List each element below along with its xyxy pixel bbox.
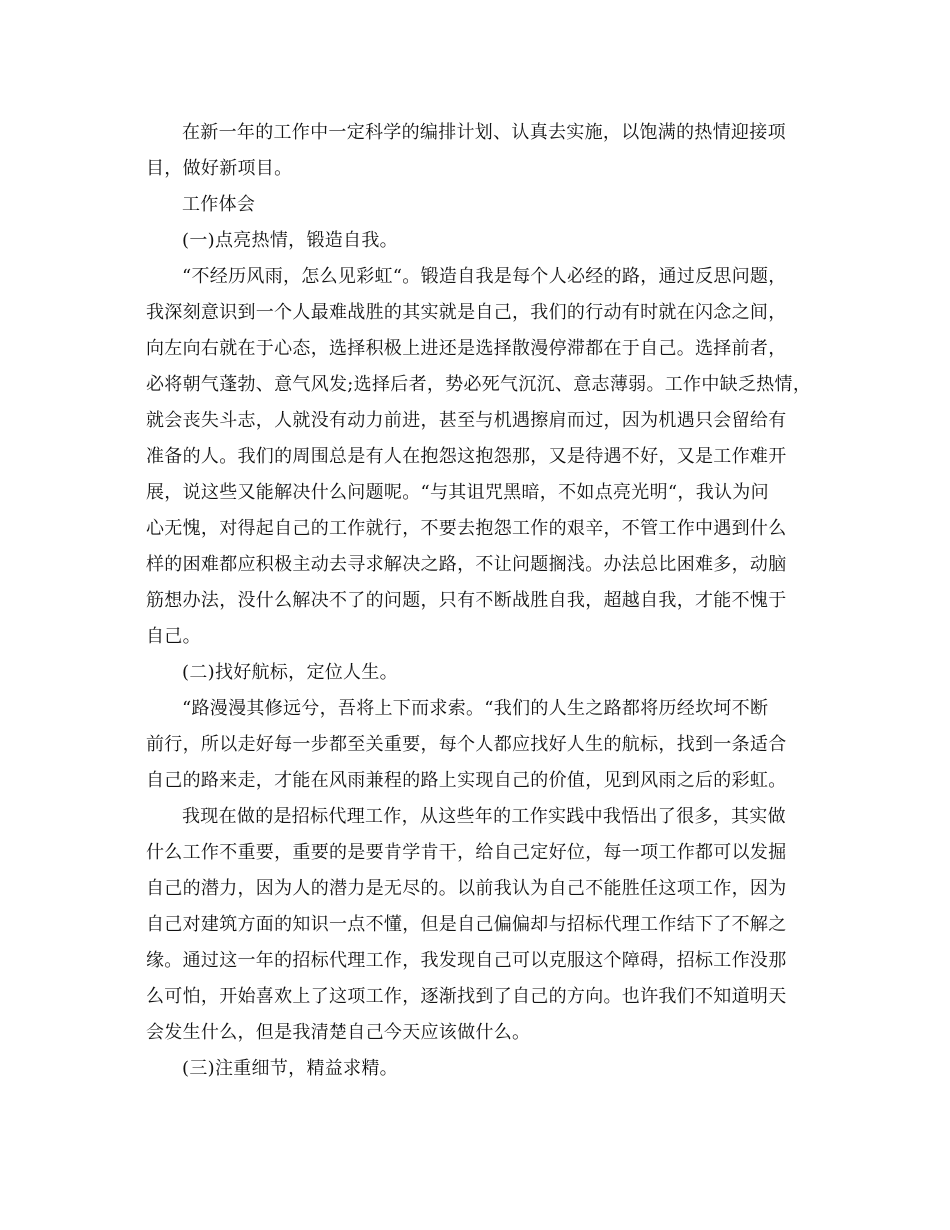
text-line: 在新一年的工作中一定科学的编排计划、认真去实施，以饱满的热情迎接项 <box>182 122 786 143</box>
section-title: 工作体会 <box>182 194 256 215</box>
section-heading: (三)注重细节，精益求精。 <box>182 1058 398 1079</box>
text-line: 向左向右就在于心态，选择积极上进还是选择散漫停滞都在于自己。选择前者， <box>146 338 787 359</box>
text-line: 自己。 <box>146 626 201 647</box>
text-line: 前行，所以走好每一步都至关重要，每个人都应找好人生的航标，找到一条适合 <box>146 734 787 755</box>
text-line: 自己的潜力，因为人的潜力是无尽的。以前我认为自己不能胜任这项工作，因为 <box>146 878 787 899</box>
text-line: 我深刻意识到一个人最难战胜的其实就是自己，我们的行动有时就在闪念之间， <box>146 302 787 323</box>
text-line: “不经历风雨，怎么见彩虹“。锻造自我是每个人必经的路，通过反思问题， <box>182 266 787 287</box>
text-line: 样的困难都应积极主动去寻求解决之路，不让问题搁浅。办法总比困难多，动脑 <box>146 554 787 575</box>
text-line: 自己对建筑方面的知识一点不懂，但是自己偏偏却与招标代理工作结下了不解之 <box>146 914 787 935</box>
text-line: 什么工作不重要，重要的是要肯学肯干，给自己定好位，每一项工作都可以发掘 <box>146 842 787 863</box>
section-heading: (二)找好航标，定位人生。 <box>182 662 398 683</box>
text-line: 目，做好新项目。 <box>146 158 293 179</box>
text-line: 就会丧失斗志，人就没有动力前进，甚至与机遇擦肩而过，因为机遇只会留给有 <box>146 410 787 431</box>
text-line: 必将朝气蓬勃、意气风发;选择后者，势必死气沉沉、意志薄弱。工作中缺乏热情， <box>146 374 812 395</box>
text-line: 准备的人。我们的周围总是有人在抱怨这抱怨那，又是待遇不好，又是工作难开 <box>146 446 787 467</box>
text-line: 自己的路来走，才能在风雨兼程的路上实现自己的价值，见到风雨之后的彩虹。 <box>146 770 787 791</box>
text-line: 展，说这些又能解决什么问题呢。“与其诅咒黑暗，不如点亮光明“，我认为问 <box>146 482 769 503</box>
text-line: 筋想办法，没什么解决不了的问题，只有不断战胜自我，超越自我，才能不愧于 <box>146 590 787 611</box>
text-line: 会发生什么，但是我清楚自己今天应该做什么。 <box>146 1022 531 1043</box>
text-line: “路漫漫其修远兮，吾将上下而求索。“我们的人生之路都将历经坎坷不断 <box>182 698 769 719</box>
section-heading: (一)点亮热情，锻造自我。 <box>182 230 398 251</box>
text-line: 么可怕，开始喜欢上了这项工作，逐渐找到了自己的方向。也许我们不知道明天 <box>146 986 787 1007</box>
text-line: 缘。通过这一年的招标代理工作，我发现自己可以克服这个障碍，招标工作没那 <box>146 950 787 971</box>
text-line: 我现在做的是招标代理工作，从这些年的工作实践中我悟出了很多，其实做 <box>182 806 786 827</box>
text-line: 心无愧，对得起自己的工作就行，不要去抱怨工作的艰辛，不管工作中遇到什么 <box>146 518 787 539</box>
